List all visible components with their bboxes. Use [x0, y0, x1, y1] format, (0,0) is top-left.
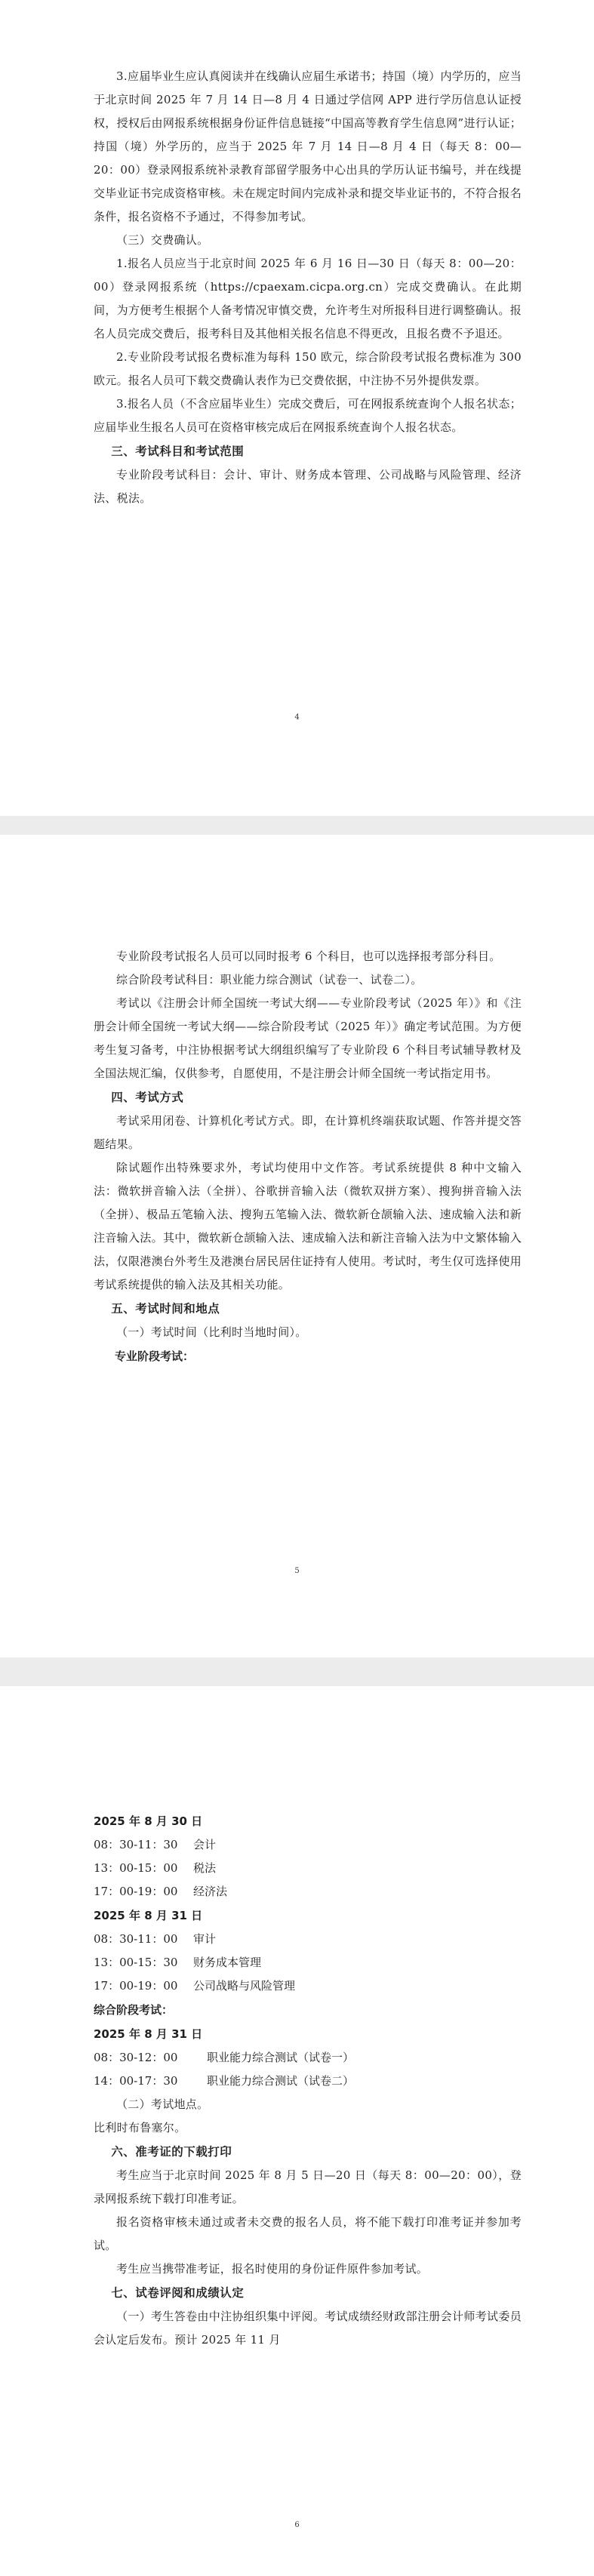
document-page-2: [0, 835, 594, 1657]
schedule-time: 17：00-19：00: [94, 1885, 178, 1898]
schedule-subject: 审计: [193, 1932, 217, 1946]
paragraph: 比利时布鲁塞尔。: [94, 2121, 186, 2134]
schedule-subject: 财务成本管理: [193, 1956, 262, 1969]
paragraph: 综合阶段考试科目：职业能力综合测试（试卷一、试卷二）。: [116, 973, 423, 986]
schedule-label: 综合阶段考试：: [94, 2003, 174, 2017]
schedule-subject: 经济法: [193, 1885, 228, 1898]
paragraph: 1.报名人员应当于北京时间 2025 年 6 月 16 日—30 日（每天 8：00—20：00）登录网报系统（https://cpaexam.cicpa.org.cn）完成交费确认。在此期间，为方便考生根据个人备考情况审慎交费，允许考生对所报科目进行调整确认。报名人员完成交费后，报考科目及其他相关报名信息不得更改，且报名费不予退还。: [94, 257, 522, 340]
document-page-1: [0, 0, 594, 816]
subsection: （一）考试时间（比利时当地时间）。: [116, 1325, 307, 1339]
page-number: 6: [294, 2521, 300, 2529]
paragraph: 专业阶段考试报名人员可以同时报考 6 个科目，也可以选择报考部分科目。: [116, 949, 501, 963]
schedule-row: [94, 1880, 522, 1904]
page-gap: [0, 1657, 594, 1686]
schedule-date: 2025 年 8 月 31 日: [94, 1909, 203, 1922]
schedule-row: [94, 1974, 522, 1998]
schedule-time: 08：30-11：30: [94, 1838, 178, 1851]
section-heading: 四、考试方式: [111, 1091, 184, 1104]
paragraph: 报名资格审核未通过或者未交费的报名人员，将不能下载打印准考证并参加考试。: [94, 2215, 522, 2252]
paragraph: （一）考生答卷由中注协组织集中评阅。考试成绩经财政部注册会计师考试委员会认定后发布。预计 2025 年 11 月: [94, 2310, 522, 2347]
paragraph: 考生应当携带准考证，报名时使用的身份证件原件参加考试。: [116, 2262, 429, 2276]
schedule-date: 2025 年 8 月 31 日: [94, 2027, 203, 2041]
document-page-3: [0, 1686, 594, 2576]
paragraph: 专业阶段考试科目：会计、审计、财务成本管理、公司战略与风险管理、经济法、税法。: [94, 468, 522, 505]
schedule-row: [94, 2046, 522, 2070]
page-number: 5: [294, 1567, 300, 1575]
schedule-label: 专业阶段考试：: [115, 1350, 195, 1363]
subsection: （二）考试地点。: [116, 2097, 209, 2111]
paragraph: 考试以《注册会计师全国统一考试大纲——专业阶段考试（2025 年）》和《注册会计师全国统一考试大纲——综合阶段考试（2025 年）》确定考试范围。为方便考生复习备考，中注协根据考试大纲组织编写了专业阶段 6 个科目考试辅导教材及全国法规汇编，仅供参考，自愿使用，不是注册会计师全国统一考试指定用书。: [94, 996, 522, 1080]
paragraph: 3.报名人员（不含应届毕业生）完成交费后，可在网报系统查询个人报名状态；应届毕业生报名人员可在资格审核完成后在网报系统查询个人报名状态。: [94, 397, 522, 434]
schedule-row: [94, 2070, 522, 2093]
schedule-subject: 职业能力综合测试（试卷二）: [207, 2074, 355, 2088]
schedule-time: 08：30-11：00: [94, 1932, 178, 1946]
page-number: 4: [294, 713, 300, 722]
schedule-row: [94, 1833, 522, 1857]
schedule-subject: 公司战略与风险管理: [193, 1979, 296, 1993]
schedule-time: 08：30-12：00: [94, 2051, 178, 2064]
schedule-subject: 税法: [193, 1861, 217, 1875]
paragraph: 考生应当于北京时间 2025 年 8 月 5 日—20 日（每天 8：00—20：00），登录网报系统下载打印准考证。: [94, 2168, 522, 2205]
schedule-subject: 职业能力综合测试（试卷一）: [207, 2051, 355, 2064]
schedule-subject: 会计: [193, 1838, 217, 1851]
schedule-row: [94, 1951, 522, 1974]
section-heading: 三、考试科目和考试范围: [111, 445, 245, 458]
schedule-time: 14：00-17：30: [94, 2074, 178, 2088]
paragraph: 考试采用闭卷、计算机化考试方式。即，在计算机终端获取试题、作答并提交答题结果。: [94, 1114, 522, 1151]
schedule-time: 17：00-19：00: [94, 1979, 178, 1993]
schedule-time: 13：00-15：00: [94, 1861, 178, 1875]
paragraph: （三）交费确认。: [116, 233, 209, 247]
paragraph: 2.专业阶段考试报名费标准为每科 150 欧元，综合阶段考试报名费标准为 300 欧元。报名人员可下载交费确认表作为已交费依据，中注协不另外提供发票。: [94, 350, 522, 387]
page-gap: [0, 816, 594, 835]
schedule-date: 2025 年 8 月 30 日: [94, 1814, 203, 1828]
schedule-time: 13：00-15：30: [94, 1956, 178, 1969]
schedule-row: [94, 1928, 522, 1951]
section-heading: 六、准考证的下载打印: [111, 2145, 232, 2159]
schedule-row: [94, 1857, 522, 1880]
paragraph: 除试题作出特殊要求外，考试均使用中文作答。考试系统提供 8 种中文输入法：微软拼音输入法（全拼）、谷歌拼音输入法（微软双拼方案）、搜狗拼音输入法（全拼）、极品五笔输入法、搜狗五笔输入法、微软新仓颉输入法、速成输入法和新注音输入法。其中，微软新仓颉输入法、速成输入法和新注音输入法为中文繁体输入法，仅限港澳台外考生及港澳台居民居住证持有人使用。考试时，考生仅可选择使用考试系统提供的输入法及其相关功能。: [94, 1161, 522, 1291]
section-heading: 五、考试时间和地点: [111, 1302, 220, 1316]
section-heading: 七、试卷评阅和成绩认定: [111, 2286, 245, 2300]
paragraph: 3.应届毕业生应认真阅读并在线确认应届生承诺书；持国（境）内学历的，应当于北京时间 2025 年 7 月 14 日—8 月 4 日通过学信网 APP 进行学历信息认证授权，授权后由网报系统根据身份证件信息链接“中国高等教育学生信息网”进行认证；持国（境）外学历的，应当于 2025 年 7 月 14 日—8 月 4 日（每天 8：00—20：00）登录网报系统补录教育部留学服务中心出具的学历认证书编号，并在线提交毕业证书完成资格审核。未在规定时间内完成补录和提交毕业证书的，不符合报名条件，报名资格不予通过，不得参加考试。: [94, 69, 522, 223]
